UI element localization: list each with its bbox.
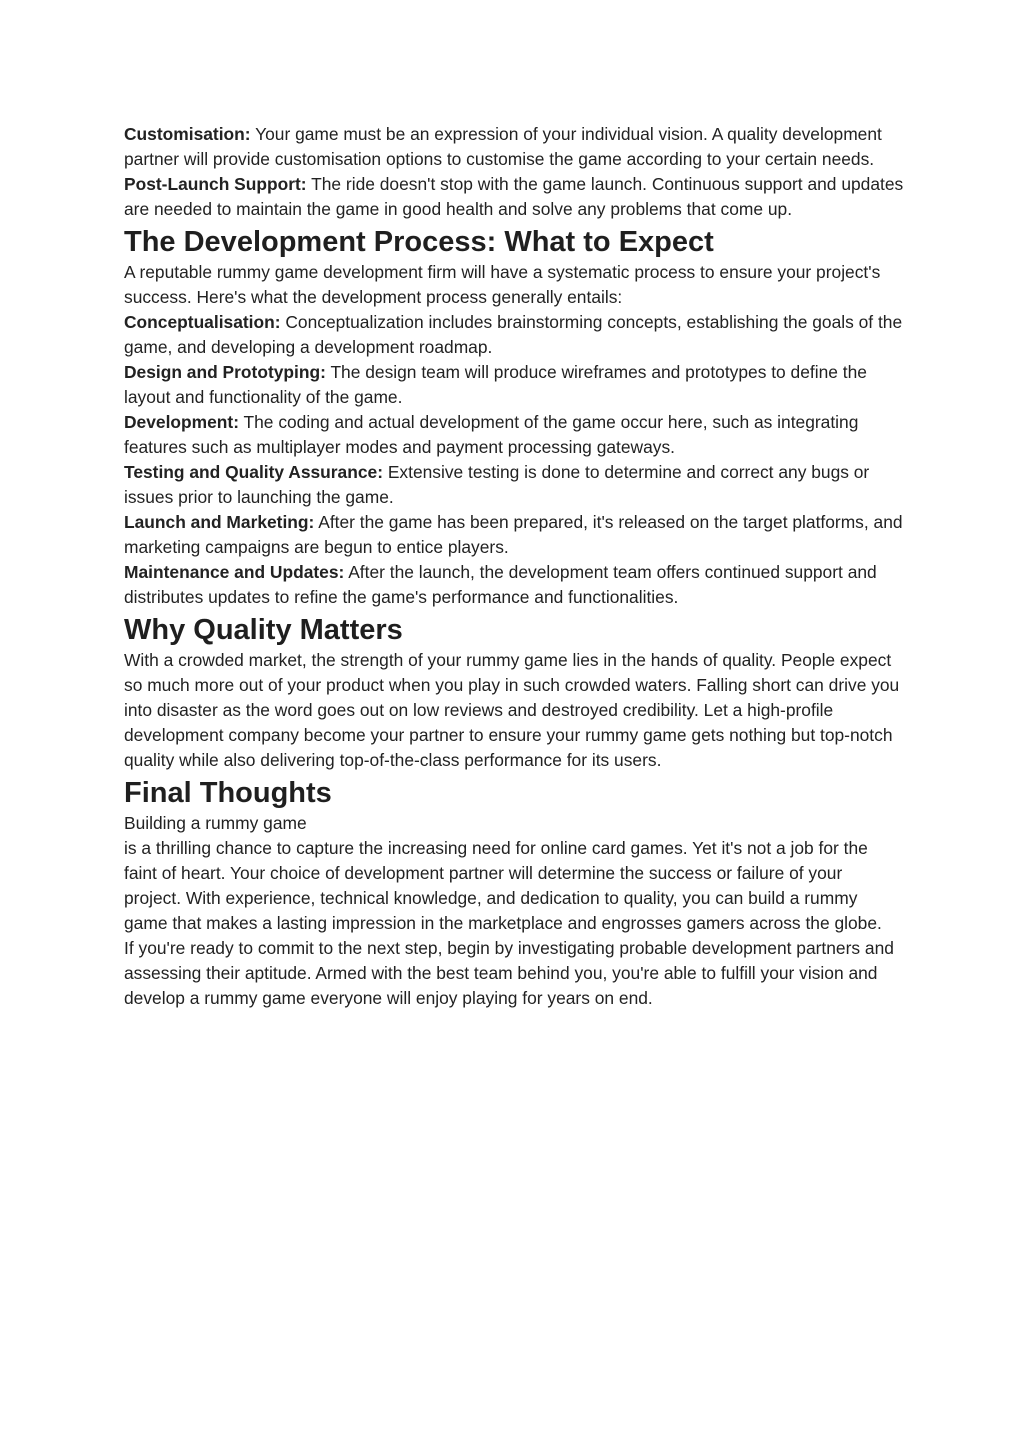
step-term: Design and Prototyping: (124, 362, 326, 382)
why-quality-heading: Why Quality Matters (124, 614, 403, 646)
step-development (124, 410, 904, 460)
step-term: Testing and Quality Assurance: (124, 462, 383, 482)
post-launch-support-text: The ride doesn't stop with the game launch. Continuous support and updates are needed to maintain the game in good health and solve any problems that come up. (124, 174, 904, 219)
final-thoughts-heading: Final Thoughts (124, 777, 332, 809)
document-page (124, 122, 904, 1011)
customisation-term: Customisation: (124, 124, 251, 144)
step-text: Conceptualization includes brainstorming concepts, establishing the goals of the game, and developing a development roadmap. (124, 312, 903, 357)
final-thoughts-line1: Building a rummy game (124, 813, 307, 833)
customisation-paragraph (124, 122, 904, 172)
development-process-heading: The Development Process: What to Expect (124, 226, 714, 258)
step-launch-marketing (124, 510, 904, 560)
step-term: Conceptualisation: (124, 312, 281, 332)
step-design-prototyping (124, 360, 904, 410)
post-launch-support-term: Post-Launch Support: (124, 174, 307, 194)
step-term: Launch and Marketing: (124, 512, 315, 532)
step-text: The coding and actual development of the game occur here, such as integrating features such as multiplayer modes and payment processing gateways. (124, 412, 859, 457)
step-text: After the launch, the development team offers continued support and distributes updates to refine the game's performance and functionalities. (124, 562, 877, 607)
step-text: After the game has been prepared, it's released on the target platforms, and marketing campaigns are begun to entice players. (124, 512, 903, 557)
development-process-intro: A reputable rummy game development firm will have a systematic process to ensure your project's success. Here's what the development process generally entails: (124, 262, 881, 307)
post-launch-support-paragraph (124, 172, 904, 222)
step-text: Extensive testing is done to determine and correct any bugs or issues prior to launching the game. (124, 462, 870, 507)
step-term: Development: (124, 412, 239, 432)
step-testing-qa (124, 460, 904, 510)
step-conceptualisation (124, 310, 904, 360)
step-text: The design team will produce wireframes and prototypes to define the layout and functionality of the game. (124, 362, 867, 407)
why-quality-body: With a crowded market, the strength of your rummy game lies in the hands of quality. People expect so much more out of your product when you play in such crowded waters. Falling short can drive you into disaster as the word goes out on low reviews and destroyed credibility. Let a high-profile development company become your partner to ensure your rummy game gets nothing but top-notch quality while also delivering top-of-the-class performance for its users. (124, 650, 900, 770)
final-thoughts-closing: If you're ready to commit to the next step, begin by investigating probable development partners and assessing their aptitude. Armed with the best team behind you, you're able to fulfill your vision and develop a rummy game everyone will enjoy playing for years on end. (124, 938, 894, 1008)
step-maintenance-updates (124, 560, 904, 610)
step-term: Maintenance and Updates: (124, 562, 345, 582)
final-thoughts-body: is a thrilling chance to capture the increasing need for online card games. Yet it's not a job for the faint of heart. Your choice of development partner will determine the success or failure of your project. With experience, technical knowledge, and dedication to quality, you can build a rummy game that makes a lasting impression in the marketplace and engrosses gamers across the globe. (124, 838, 882, 933)
customisation-text: Your game must be an expression of your individual vision. A quality development partner will provide customisation options to customise the game according to your certain needs. (124, 124, 882, 169)
